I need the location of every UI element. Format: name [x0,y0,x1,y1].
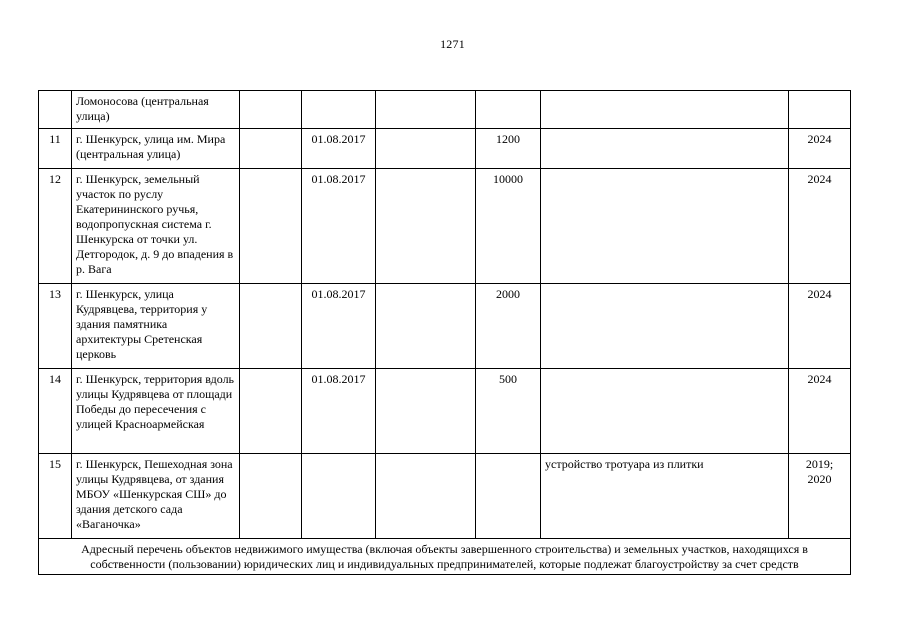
row-area: 2000 [476,284,541,369]
row-year: 2024 [789,169,851,284]
empty-cell [240,129,302,169]
row-description [541,169,789,284]
empty-cell [376,284,476,369]
empty-cell [240,369,302,454]
row-description [541,91,789,129]
empty-cell [240,91,302,129]
row-date: 01.08.2017 [302,369,376,454]
row-number: 11 [39,129,72,169]
row-date: 01.08.2017 [302,129,376,169]
row-address: г. Шенкурск, улица Кудрявцева, территория у здания памятника архитектуры Сретенская церковь [72,284,240,369]
row-year [789,91,851,129]
table-row [39,454,851,539]
address-list-table [38,90,851,575]
row-number: 13 [39,284,72,369]
row-description [541,129,789,169]
section-title-row [39,539,851,575]
empty-cell [240,169,302,284]
row-description: устройство тротуара из плитки [541,454,789,539]
page-number: 1271 [440,37,465,51]
empty-cell [376,369,476,454]
row-address: г. Шенкурск, земельный участок по руслу Екатерининского ручья, водопропускная система г. Шенкурска от точки ул. Детгородок, д. 9 до впадения в р. Вага [72,169,240,284]
row-number: 12 [39,169,72,284]
row-description [541,369,789,454]
empty-cell [376,454,476,539]
row-date: 01.08.2017 [302,169,376,284]
row-address: Ломоносова (центральная улица) [72,91,240,129]
table-row [39,129,851,169]
row-year: 2024 [789,284,851,369]
row-address: г. Шенкурск, территория вдоль улицы Кудрявцева от площади Победы до пересечения с улицей Красноармейская [72,369,240,454]
row-number: 15 [39,454,72,539]
section-title: Адресный перечень объектов недвижимого имущества (включая объекты завершенного строительства) и земельных участков, находящихся в собственности (пользовании) юридических лиц и индивидуальных предпринимателей, которые подлежат благоустройству за счет средств [39,539,851,575]
row-area: 10000 [476,169,541,284]
row-year: 2024 [789,369,851,454]
empty-cell [376,91,476,129]
row-number [39,91,72,129]
row-address: г. Шенкурск, улица им. Мира (центральная улица) [72,129,240,169]
row-date [302,91,376,129]
row-year: 2024 [789,129,851,169]
table-row [39,169,851,284]
row-address: г. Шенкурск, Пешеходная зона улицы Кудрявцева, от здания МБОУ «Шенкурская СШ» до здания детского сада «Ваганочка» [72,454,240,539]
row-area [476,91,541,129]
table-row [39,369,851,454]
row-area [476,454,541,539]
row-number: 14 [39,369,72,454]
row-area: 1200 [476,129,541,169]
row-date: 01.08.2017 [302,284,376,369]
empty-cell [376,169,476,284]
table-row [39,91,851,129]
empty-cell [240,284,302,369]
row-year: 2019; 2020 [789,454,851,539]
row-area: 500 [476,369,541,454]
table-row [39,284,851,369]
empty-cell [240,454,302,539]
row-date [302,454,376,539]
row-description [541,284,789,369]
empty-cell [376,129,476,169]
